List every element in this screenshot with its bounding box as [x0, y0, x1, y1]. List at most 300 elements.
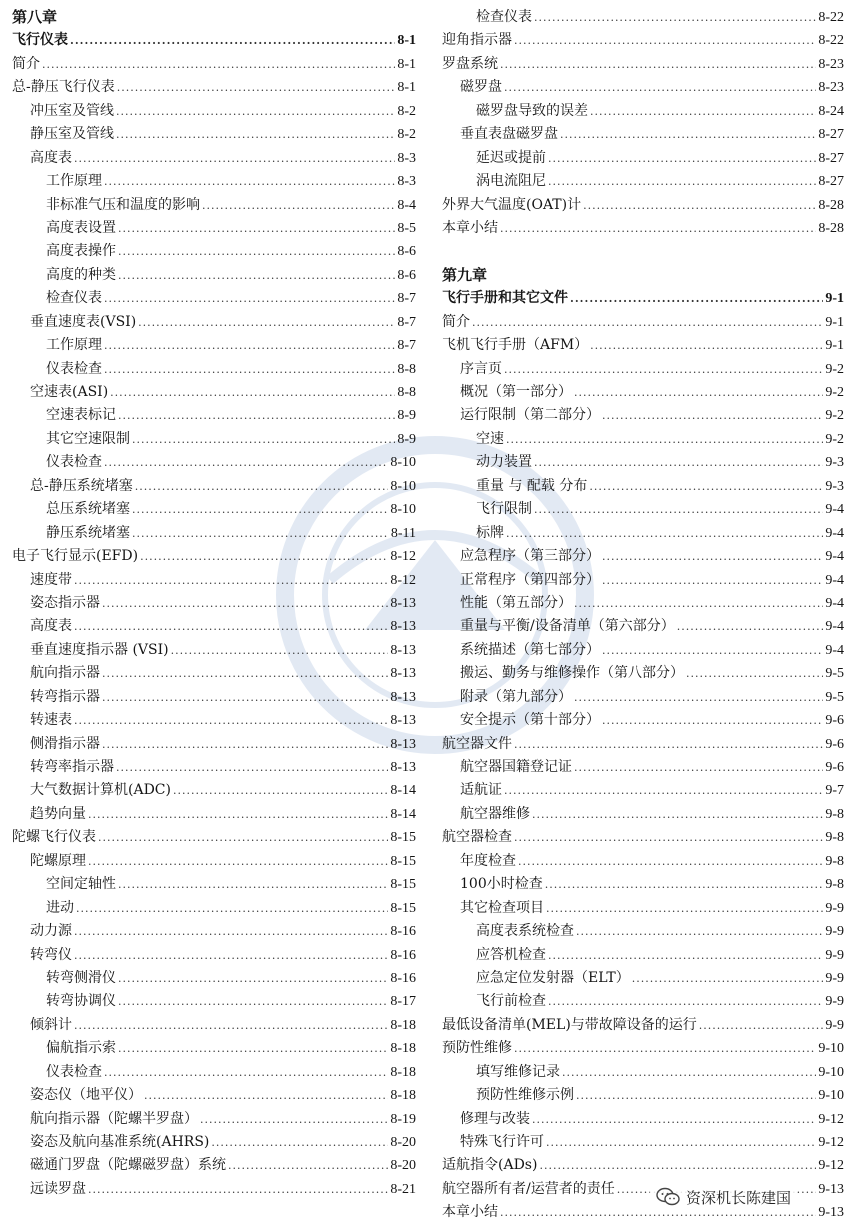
toc-entry-page: 8-14	[390, 783, 416, 799]
dot-leader	[589, 475, 823, 498]
wechat-icon	[656, 1187, 680, 1207]
toc-entry-title: 最低设备清单(MEL)与带故障设备的运行	[442, 1016, 697, 1033]
toc-entry[interactable]	[12, 967, 416, 990]
toc-entry-title: 飞行仪表	[12, 32, 68, 49]
toc-entry-page: 8-2	[397, 103, 416, 119]
toc-entry-title: 空间定轴性	[46, 876, 116, 893]
toc-entry[interactable]	[12, 1084, 416, 1107]
toc-entry-title: 航空器维修	[460, 805, 530, 822]
toc-entry[interactable]	[442, 686, 844, 709]
toc-entry[interactable]	[442, 615, 844, 638]
toc-entry-title: 检查仪表	[476, 9, 532, 25]
dot-leader	[104, 170, 395, 193]
toc-entry[interactable]	[442, 873, 844, 896]
toc-entry-title: 涡电流阻尼	[476, 173, 546, 190]
toc-entry-page: 8-18	[390, 1088, 416, 1104]
toc-entry-title: 动力装置	[476, 454, 532, 471]
toc-entry-page: 8-10	[390, 478, 416, 494]
toc-entry[interactable]	[442, 944, 844, 967]
toc-entry[interactable]	[12, 451, 416, 474]
toc-entry-page: 8-5	[397, 220, 416, 236]
toc-entry-title: 概况（第一部分）	[460, 384, 572, 400]
dot-leader	[514, 1037, 816, 1060]
toc-entry[interactable]	[12, 615, 416, 638]
toc-entry-title: 预防性维修	[442, 1040, 512, 1057]
toc-entry-page: 9-4	[825, 502, 844, 518]
toc-entry-page: 8-20	[390, 1135, 416, 1150]
toc-entry-title: 仪表检查	[46, 454, 102, 471]
toc-entry-page: 9-8	[825, 830, 844, 846]
toc-entry[interactable]	[442, 1014, 844, 1037]
toc-entry[interactable]	[12, 358, 416, 381]
dot-leader	[570, 287, 823, 310]
toc-entry[interactable]	[442, 967, 844, 990]
toc-entry-page: 8-23	[818, 80, 844, 96]
toc-entry-page: 9-13	[818, 1205, 844, 1221]
dot-leader	[602, 639, 823, 662]
toc-entry[interactable]	[12, 217, 416, 240]
dot-leader	[211, 1131, 388, 1154]
toc-entry-page: 8-20	[390, 1158, 416, 1174]
toc-entry-title: 高度的种类	[46, 266, 116, 283]
dot-leader	[118, 240, 395, 263]
toc-left-column	[12, 6, 416, 1201]
dot-leader	[576, 1084, 816, 1107]
toc-entry-title: 动力源	[30, 923, 72, 940]
toc-entry-title: 总-静压系统堵塞	[30, 477, 133, 494]
toc-entry[interactable]	[442, 592, 844, 615]
toc-entry-title: 转弯侧滑仪	[46, 969, 116, 986]
toc-entry-page: 9-5	[825, 666, 844, 682]
toc-entry-page: 8-2	[397, 127, 416, 143]
toc-entry-page: 8-28	[818, 197, 844, 213]
dot-leader	[117, 76, 396, 99]
toc-entry[interactable]	[12, 287, 416, 310]
toc-entry[interactable]	[12, 475, 416, 498]
toc-entry-page: 8-17	[390, 994, 416, 1010]
toc-entry-page: 8-11	[390, 525, 416, 541]
toc-entry[interactable]	[12, 522, 416, 545]
toc-entry-title: 外界大气温度(OAT)计	[442, 196, 582, 213]
dot-leader	[590, 334, 823, 357]
toc-entry-title: 姿态及航向基准系统(AHRS)	[30, 1134, 210, 1150]
toc-entry[interactable]	[442, 1084, 844, 1107]
toc-entry-page: 8-9	[397, 431, 416, 447]
toc-entry-page: 9-2	[825, 431, 844, 447]
dot-leader	[534, 451, 823, 474]
toc-entry[interactable]	[12, 381, 416, 404]
toc-entry[interactable]	[442, 194, 844, 217]
toc-entry[interactable]	[442, 404, 844, 427]
toc-entry[interactable]	[442, 6, 844, 29]
toc-entry-title: 标牌	[476, 524, 504, 541]
toc-entry-page: 8-13	[390, 760, 416, 775]
toc-entry[interactable]	[442, 498, 844, 521]
dot-leader	[173, 779, 388, 802]
toc-entry-title: 特殊飞行许可	[460, 1134, 544, 1150]
toc-entry[interactable]	[12, 990, 416, 1013]
toc-entry-page: 8-16	[390, 924, 416, 940]
toc-entry[interactable]	[12, 920, 416, 943]
dot-leader	[562, 1061, 816, 1084]
toc-right-column	[442, 6, 844, 1225]
dot-leader	[118, 264, 395, 287]
dot-leader	[548, 990, 823, 1013]
toc-entry-page: 8-18	[390, 1017, 416, 1033]
toc-entry-page: 9-6	[825, 760, 844, 775]
toc-entry-page: 9-9	[825, 994, 844, 1010]
toc-entry[interactable]	[12, 592, 416, 615]
toc-entry-title: 简介	[12, 55, 40, 72]
toc-entry-page: 8-27	[818, 127, 844, 143]
dot-leader	[560, 123, 816, 146]
dot-leader	[518, 850, 823, 873]
toc-entry[interactable]	[442, 1154, 844, 1177]
toc-entry[interactable]	[442, 170, 844, 193]
toc-entry-page: 9-1	[825, 338, 844, 354]
toc-entry-page: 9-4	[825, 525, 844, 541]
toc-entry-title: 高度表系统检查	[476, 923, 574, 940]
toc-entry-page: 9-9	[825, 900, 844, 916]
toc-entry-page: 9-12	[818, 1111, 844, 1127]
toc-entry[interactable]	[442, 123, 844, 146]
dot-leader	[228, 1154, 388, 1177]
toc-entry[interactable]	[442, 920, 844, 943]
toc-entry-page: 8-13	[390, 736, 416, 752]
toc-entry[interactable]	[12, 1131, 416, 1154]
toc-entry-page: 9-9	[825, 924, 844, 940]
toc-entry[interactable]	[12, 826, 416, 849]
toc-entry-page: 8-27	[818, 174, 844, 190]
dot-leader	[110, 381, 395, 404]
toc-entry[interactable]	[12, 1014, 416, 1037]
dot-leader	[118, 404, 395, 427]
dot-leader	[534, 6, 816, 29]
toc-entry-page: 9-9	[825, 970, 844, 986]
toc-entry-page: 9-8	[825, 853, 844, 869]
toc-entry[interactable]	[442, 803, 844, 826]
dot-leader	[88, 850, 388, 873]
toc-entry[interactable]	[442, 522, 844, 545]
toc-entry[interactable]	[12, 662, 416, 685]
toc-entry-page: 8-4	[397, 197, 416, 213]
toc-entry[interactable]	[442, 475, 844, 498]
dot-leader	[574, 381, 823, 404]
toc-entry-title: 磁罗盘	[460, 79, 502, 96]
toc-entry-title: 应急定位发射器（ELT）	[476, 969, 630, 986]
toc-entry[interactable]	[442, 733, 844, 756]
toc-entry-title: 延迟或提前	[476, 149, 546, 166]
dot-leader	[514, 826, 823, 849]
dot-leader	[686, 662, 823, 685]
toc-entry[interactable]	[442, 709, 844, 732]
toc-entry-page: 9-4	[825, 572, 844, 588]
toc-entry[interactable]	[12, 897, 416, 920]
toc-entry[interactable]	[12, 147, 416, 170]
toc-entry-title: 填写维修记录	[476, 1063, 560, 1080]
toc-entry[interactable]	[12, 803, 416, 826]
dot-leader	[74, 615, 388, 638]
dot-leader	[576, 920, 823, 943]
toc-entry-title: 航向指示器（陀螺半罗盘）	[30, 1110, 198, 1127]
toc-entry-page: 9-8	[825, 806, 844, 822]
toc-entry[interactable]	[12, 498, 416, 521]
toc-entry[interactable]	[442, 100, 844, 123]
dot-leader	[118, 217, 395, 240]
dot-leader	[104, 1061, 388, 1084]
toc-entry[interactable]	[12, 264, 416, 287]
toc-entry-page: 9-3	[825, 455, 844, 471]
dot-leader	[602, 569, 823, 592]
dot-leader	[548, 944, 823, 967]
toc-entry-page: 8-16	[390, 970, 416, 986]
dot-leader	[74, 569, 388, 592]
toc-entry[interactable]	[442, 381, 844, 404]
toc-entry-page: 9-6	[825, 713, 844, 729]
dot-leader	[514, 29, 816, 52]
toc-entry-title: 航向指示器	[30, 665, 100, 682]
toc-entry-title: 航空器文件	[442, 735, 512, 752]
toc-entry-title: 转弯仪	[30, 946, 72, 963]
toc-entry[interactable]	[442, 850, 844, 873]
dot-leader	[574, 756, 823, 779]
dot-leader	[132, 498, 388, 521]
chapter-heading: 第九章	[442, 265, 488, 284]
toc-entry-title: 高度表设置	[46, 219, 116, 236]
toc-entry-title: 运行限制（第二部分）	[460, 407, 600, 424]
toc-entry-title: 迎角指示器	[442, 32, 512, 49]
toc-entry[interactable]	[442, 53, 844, 76]
toc-entry[interactable]	[12, 873, 416, 896]
toc-entry-page: 8-13	[390, 642, 416, 658]
toc-entry[interactable]	[12, 1178, 416, 1201]
toc-entry-page: 8-6	[397, 244, 416, 260]
toc-entry-title: 非标准气压和温度的影响	[46, 196, 200, 213]
toc-entry-title: 磁通门罗盘（陀螺磁罗盘）系统	[30, 1157, 226, 1174]
toc-entry-page: 9-4	[825, 595, 844, 611]
toc-entry[interactable]	[12, 850, 416, 873]
toc-entry[interactable]	[442, 451, 844, 474]
toc-entry[interactable]	[12, 29, 416, 52]
toc-entry-page: 9-4	[825, 549, 844, 565]
dot-leader	[70, 29, 395, 52]
toc-entry-title: 垂直表盘磁罗盘	[460, 126, 558, 143]
toc-entry-page: 9-12	[818, 1135, 844, 1150]
dot-leader	[200, 1108, 388, 1131]
toc-entry[interactable]	[12, 1154, 416, 1177]
toc-entry-title: 应答机检查	[476, 946, 546, 963]
dot-leader	[632, 967, 824, 990]
toc-entry-title: 姿态指示器	[30, 594, 100, 611]
toc-entry-title: 重量 与 配载 分布	[476, 477, 588, 494]
toc-entry[interactable]	[442, 1108, 844, 1131]
toc-entry-page: 8-15	[390, 877, 416, 893]
toc-entry-title: 本章小结	[442, 219, 498, 236]
spacer	[442, 240, 844, 263]
toc-entry[interactable]	[442, 569, 844, 592]
toc-entry-page: 8-12	[390, 572, 416, 588]
toc-entry-title: 罗盘系统	[442, 55, 498, 72]
toc-entry[interactable]	[12, 428, 416, 451]
toc-entry[interactable]	[12, 639, 416, 662]
dot-leader	[116, 756, 388, 779]
dot-leader	[602, 545, 823, 568]
dot-leader	[574, 686, 823, 709]
toc-entry-page: 9-8	[825, 877, 844, 893]
toc-entry[interactable]	[442, 639, 844, 662]
toc-entry[interactable]	[12, 53, 416, 76]
dot-leader	[534, 498, 823, 521]
toc-entry[interactable]	[12, 756, 416, 779]
toc-entry-page: 8-13	[390, 666, 416, 682]
dot-leader	[583, 194, 816, 217]
dot-leader	[88, 803, 388, 826]
dot-leader	[135, 475, 389, 498]
toc-entry[interactable]	[12, 779, 416, 802]
dot-leader	[88, 1178, 388, 1201]
toc-entry-page: 8-19	[390, 1111, 416, 1127]
dot-leader	[602, 709, 823, 732]
dot-leader	[504, 779, 823, 802]
toc-entry-page: 9-2	[825, 408, 844, 424]
toc-entry-page: 8-22	[818, 33, 844, 49]
dot-leader	[500, 217, 816, 240]
dot-leader	[104, 334, 395, 357]
toc-entry-title: 趋势向量	[30, 805, 86, 822]
toc-entry[interactable]	[12, 733, 416, 756]
toc-entry-page: 9-12	[818, 1158, 844, 1174]
toc-entry[interactable]	[442, 428, 844, 451]
dot-leader	[144, 1084, 388, 1107]
toc-entry-page: 8-3	[397, 150, 416, 166]
toc-entry-title: 适航指令(ADs)	[442, 1157, 538, 1174]
toc-entry[interactable]	[12, 545, 416, 568]
dot-leader	[118, 990, 388, 1013]
toc-entry-title: 偏航指示索	[46, 1040, 116, 1057]
toc-entry-page: 9-4	[825, 642, 844, 658]
toc-entry[interactable]	[442, 1037, 844, 1060]
toc-entry-title: 转弯率指示器	[30, 759, 114, 775]
toc-entry-title: 高度表	[30, 618, 72, 635]
toc-entry-page: 8-18	[390, 1064, 416, 1080]
toc-entry[interactable]	[442, 287, 844, 310]
dot-leader	[104, 358, 395, 381]
toc-entry[interactable]	[442, 217, 844, 240]
toc-entry-title: 性能（第五部分）	[460, 594, 572, 611]
toc-entry[interactable]	[12, 1108, 416, 1131]
toc-entry[interactable]	[442, 756, 844, 779]
dot-leader	[132, 522, 389, 545]
toc-entry-page: 8-10	[390, 455, 416, 471]
toc-entry-title: 仪表检查	[46, 1063, 102, 1080]
toc-entry-page: 8-1	[397, 33, 416, 49]
toc-entry[interactable]	[442, 311, 844, 334]
toc-entry[interactable]	[442, 545, 844, 568]
toc-entry[interactable]	[442, 897, 844, 920]
toc-entry[interactable]	[12, 404, 416, 427]
toc-entry[interactable]	[442, 29, 844, 52]
toc-entry[interactable]	[12, 123, 416, 146]
toc-entry-title: 转速表	[30, 712, 72, 729]
toc-entry-page: 8-18	[390, 1041, 416, 1057]
toc-entry[interactable]	[12, 170, 416, 193]
toc-entry-title: 垂直速度指示器 (VSI)	[30, 641, 169, 658]
toc-entry-page: 8-7	[397, 291, 416, 307]
dot-leader	[677, 615, 824, 638]
toc-entry[interactable]	[12, 1037, 416, 1060]
toc-entry-page: 8-13	[390, 619, 416, 635]
toc-entry-title: 垂直速度表(VSI)	[30, 313, 137, 330]
toc-entry-page: 9-2	[825, 361, 844, 377]
toc-entry-page: 8-16	[390, 947, 416, 963]
toc-entry[interactable]	[12, 334, 416, 357]
dot-leader	[102, 592, 388, 615]
toc-entry-title: 重量与平衡/设备清单（第六部分）	[460, 618, 675, 635]
toc-entry[interactable]	[12, 1061, 416, 1084]
toc-entry[interactable]	[442, 1131, 844, 1154]
toc-entry[interactable]	[442, 990, 844, 1013]
toc-entry-title: 工作原理	[46, 173, 102, 190]
toc-entry[interactable]	[12, 100, 416, 123]
dot-leader	[104, 451, 388, 474]
toc-entry[interactable]	[12, 944, 416, 967]
toc-entry-page: 8-9	[397, 408, 416, 424]
toc-entry[interactable]	[442, 76, 844, 99]
toc-entry-title: 其它空速限制	[46, 430, 130, 447]
toc-entry-title: 本章小结	[442, 1204, 498, 1221]
toc-entry[interactable]	[12, 311, 416, 334]
toc-entry[interactable]	[12, 709, 416, 732]
toc-entry-title: 安全提示（第十部分）	[460, 712, 600, 729]
dot-leader	[548, 170, 816, 193]
dot-leader	[590, 100, 816, 123]
toc-entry-page: 9-9	[825, 1017, 844, 1033]
toc-entry[interactable]	[12, 569, 416, 592]
toc-entry[interactable]	[12, 76, 416, 99]
toc-entry[interactable]	[442, 779, 844, 802]
toc-entry[interactable]	[442, 662, 844, 685]
toc-entry-page: 8-21	[390, 1181, 416, 1197]
toc-entry-title: 空速表标记	[46, 407, 116, 424]
toc-entry-title: 陀螺飞行仪表	[12, 829, 96, 846]
dot-leader	[116, 123, 395, 146]
dot-leader	[699, 1014, 824, 1037]
toc-entry-page: 9-9	[825, 947, 844, 963]
toc-entry-page: 8-13	[390, 595, 416, 611]
toc-entry-page: 8-14	[390, 806, 416, 822]
toc-entry-page: 9-4	[825, 619, 844, 635]
dot-leader	[102, 662, 388, 685]
toc-entry-title: 速度带	[30, 571, 72, 588]
toc-entry-page: 8-22	[818, 10, 844, 25]
dot-leader	[116, 100, 395, 123]
toc-entry[interactable]	[442, 358, 844, 381]
toc-entry-title: 适航证	[460, 782, 502, 799]
dot-leader	[140, 545, 388, 568]
dot-leader	[532, 1108, 816, 1131]
toc-entry[interactable]	[442, 1061, 844, 1084]
toc-entry[interactable]	[12, 240, 416, 263]
toc-entry[interactable]	[442, 826, 844, 849]
toc-entry[interactable]	[12, 194, 416, 217]
toc-entry-title: 大气数据计算机(ADC)	[30, 782, 171, 799]
toc-entry[interactable]	[442, 334, 844, 357]
toc-entry-page: 8-8	[397, 361, 416, 377]
toc-entry[interactable]	[442, 147, 844, 170]
toc-entry[interactable]	[12, 686, 416, 709]
toc-entry-page: 9-10	[818, 1064, 844, 1080]
toc-entry-title: 远读罗盘	[30, 1180, 86, 1197]
